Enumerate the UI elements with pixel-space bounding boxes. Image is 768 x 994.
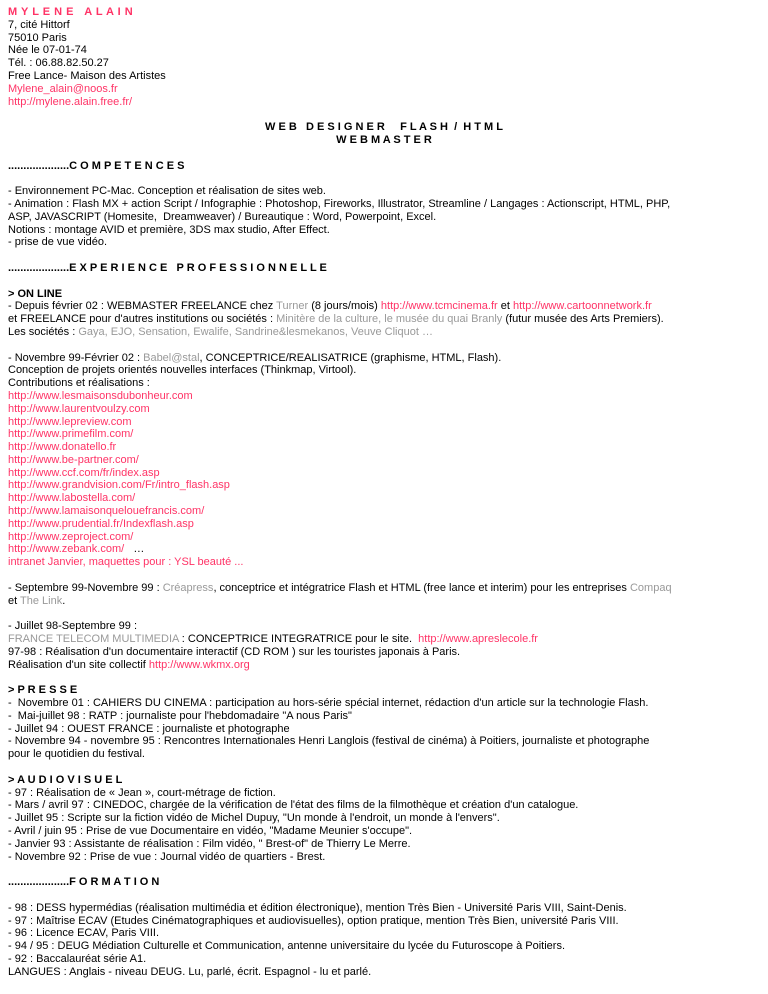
- portfolio-link: [8, 505, 760, 518]
- text-segment: - 96 : Licence ECAV, Paris VIII.: [8, 927, 160, 940]
- email-link: [8, 83, 760, 96]
- audiovisuel-line: [8, 787, 760, 800]
- blank-line: [8, 108, 760, 121]
- muted-text: Turner: [276, 300, 309, 313]
- contact-phone: [8, 57, 760, 70]
- job-title-line-1: [8, 121, 760, 134]
- presse-line: [8, 697, 760, 710]
- blank-line: [8, 172, 760, 185]
- text-segment: - Depuis février 02 : WEBMASTER FREELANCE chez: [8, 300, 277, 313]
- experience-line: [8, 364, 760, 377]
- text-segment: - Juillet 94 : OUEST FRANCE : journaliste et photographe: [8, 722, 290, 735]
- experience-line: [8, 646, 760, 659]
- section-heading-experience: [8, 262, 760, 275]
- text-segment: (futur musée des Arts Premiers).: [502, 313, 664, 326]
- text-segment: : CONCEPTRICE INTEGRATRICE pour le site.: [178, 633, 419, 646]
- formation-line: [8, 915, 760, 928]
- languages-line: [8, 966, 760, 979]
- blank-line: [8, 147, 760, 160]
- section-heading-competences: [8, 160, 760, 173]
- text-segment: > ON LINE: [8, 287, 63, 300]
- text-segment: 75010 Paris: [8, 31, 67, 44]
- text-segment: Née le 07-01-74: [8, 44, 87, 57]
- text-segment: Notions : montage AVID et première, 3DS max studio, After Effect.: [8, 223, 330, 236]
- url-link[interactable]: http://www.laurentvoulzy.com: [8, 402, 150, 415]
- presse-line: [8, 710, 760, 723]
- contact-status: [8, 70, 760, 83]
- text-segment: - Novembre 94 - novembre 95 : Rencontres Internationales Henri Langlois (festival de cinéma) à Poitiers, journaliste et photographe: [8, 735, 650, 748]
- competences-line: [8, 236, 760, 249]
- text-segment: > P R E S S E: [8, 684, 78, 697]
- text-segment: et: [497, 300, 513, 313]
- portfolio-link: [8, 416, 760, 429]
- experience-line: [8, 377, 760, 390]
- blank-line: [8, 607, 760, 620]
- contact-address-line-1: [8, 19, 760, 32]
- url-link[interactable]: http://www.apreslecole.fr: [418, 633, 538, 646]
- blank-line: [8, 671, 760, 684]
- subsection-online: [8, 288, 760, 301]
- text-segment: …: [124, 543, 145, 556]
- blank-line: [8, 761, 760, 774]
- text-segment: - Environnement PC-Mac. Conception et réalisation de sites web.: [8, 185, 326, 198]
- portfolio-link: [8, 454, 760, 467]
- text-segment: W E B D E S I G N E R F L A S H / H T M L: [265, 121, 503, 134]
- text-segment: Free Lance- Maison des Artistes: [8, 69, 166, 82]
- text-segment: - Septembre 99-Novembre 99 :: [8, 581, 163, 594]
- portfolio-link: [8, 428, 760, 441]
- text-segment: Conception de projets orientés nouvelles interfaces (Thinkmap, Virtool).: [8, 364, 357, 377]
- text-segment: pour le quotidien du festival.: [8, 748, 145, 761]
- presse-line: [8, 748, 760, 761]
- blank-line: [8, 569, 760, 582]
- experience-line: [8, 595, 760, 608]
- text-segment: - Mai-juillet 98 : RATP : journaliste pour l'hebdomadaire "A nous Paris": [8, 709, 352, 722]
- text-segment: Les sociétés :: [8, 325, 79, 338]
- portfolio-link: [8, 441, 760, 454]
- url-link[interactable]: http://www.primefilm.com/: [8, 428, 134, 441]
- text-segment: Contributions et réalisations :: [8, 377, 150, 390]
- text-segment: - Juillet 95 : Scripte sur la fiction vidéo de Michel Dupuy, "Un monde à l'endroit, un monde à l'envers".: [8, 812, 500, 825]
- pink-text: intranet Janvier, maquettes pour : YSL beauté ...: [8, 556, 244, 569]
- portfolio-link: [8, 403, 760, 416]
- blank-line: [8, 889, 760, 902]
- portfolio-link: [8, 492, 760, 505]
- formation-line: [8, 953, 760, 966]
- url-link[interactable]: http://www.donatello.fr: [8, 441, 117, 454]
- text-segment: - 97 : Réalisation de « Jean », court-métrage de fiction.: [8, 786, 276, 799]
- text-segment: W E B M A S T E R: [336, 133, 432, 146]
- muted-text: Babel@stal: [143, 351, 200, 364]
- text-segment: (8 jours/mois): [308, 300, 381, 313]
- text-segment: et: [8, 594, 21, 607]
- contact-birthdate: [8, 44, 760, 57]
- url-link[interactable]: http://www.cartoonnetwork.fr: [512, 300, 652, 313]
- competences-line: [8, 198, 760, 211]
- text-segment: - Animation : Flash MX + action Script / Infographie : Photoshop, Fireworks, Illustrator, Streamline / Langages : Actionscript, HTML, PHP,: [8, 197, 671, 210]
- audiovisuel-line: [8, 812, 760, 825]
- subsection-audiovisuel: [8, 774, 760, 787]
- experience-line: [8, 352, 760, 365]
- portfolio-link: [8, 518, 760, 531]
- portfolio-link: [8, 390, 760, 403]
- blank-line: [8, 249, 760, 262]
- subsection-presse: [8, 684, 760, 697]
- audiovisuel-line: [8, 838, 760, 851]
- text-segment: > A U D I O V I S U E L: [8, 773, 123, 786]
- url-link[interactable]: http://www.zeproject.com/: [8, 530, 134, 543]
- text-segment: ....................F O R M A T I O N: [8, 876, 160, 889]
- text-segment: - Novembre 99-Février 02 :: [8, 351, 144, 364]
- portfolio-link: [8, 467, 760, 480]
- text-segment: ....................C O M P E T E N C E S: [8, 159, 185, 172]
- experience-line: [8, 620, 760, 633]
- text-segment: - Juillet 98-Septembre 99 :: [8, 620, 138, 633]
- document-body: [8, 6, 760, 979]
- presse-line: [8, 735, 760, 748]
- text-segment: - 97 : Maîtrise ECAV (Etudes Cinématographiques et audiovisuelles), option pratique, mention Très Bien, université Paris VIII.: [8, 914, 619, 927]
- audiovisuel-line: [8, 825, 760, 838]
- text-segment: ....................E X P E R I E N C E P R O F E S S I O N N E L L E: [8, 261, 327, 274]
- url-link[interactable]: http://www.labostella.com/: [8, 492, 136, 505]
- url-link[interactable]: http://www.ccf.com/fr/index.asp: [8, 466, 160, 479]
- text-segment: - Novembre 01 : CAHIERS DU CINEMA : participation au hors-série spécial internet, rédaction d'un article sur la technologie Flash.: [8, 697, 649, 710]
- muted-text: FRANCE TELECOM MULTIMEDIA: [8, 633, 179, 646]
- audiovisuel-line: [8, 851, 760, 864]
- formation-line: [8, 902, 760, 915]
- url-link[interactable]: http://www.grandvision.com/Fr/intro_flash.asp: [8, 479, 230, 492]
- experience-line: [8, 659, 760, 672]
- url-link[interactable]: http://www.lepreview.com: [8, 415, 132, 428]
- section-heading-formation: [8, 876, 760, 889]
- audiovisuel-line: [8, 799, 760, 812]
- blank-line: [8, 863, 760, 876]
- text-segment: .: [62, 594, 66, 607]
- text-segment: 7, cité Hittorf: [8, 18, 70, 31]
- experience-line: [8, 582, 760, 595]
- portfolio-link: [8, 531, 760, 544]
- text-segment: - prise de vue vidéo.: [8, 236, 108, 249]
- text-segment: Tél. : 06.88.82.50.27: [8, 57, 109, 70]
- text-segment: Réalisation d'un site collectif: [8, 658, 149, 671]
- text-segment: ASP, JAVASCRIPT (Homesite, Dreamweaver) / Bureautique : Word, Powerpoint, Excel.: [8, 210, 437, 223]
- job-title-line-2: [8, 134, 760, 147]
- text-segment: - 98 : DESS hypermédias (réalisation multimédia et édition électronique), mention Très Bien - Université Paris VIII, Saint-Denis.: [8, 901, 627, 914]
- experience-line: [8, 326, 760, 339]
- contact-address-line-2: [8, 32, 760, 45]
- url-link[interactable]: http://www.wkmx.org: [148, 658, 250, 671]
- experience-line: [8, 556, 760, 569]
- website-link: [8, 96, 760, 109]
- presse-line: [8, 723, 760, 736]
- text-segment: - Novembre 92 : Prise de vue : Journal vidéo de quartiers - Brest.: [8, 850, 326, 863]
- name-header: [8, 6, 760, 19]
- experience-line: [8, 300, 760, 313]
- url-link[interactable]: http://mylene.alain.free.fr/: [8, 95, 133, 108]
- competences-line: [8, 211, 760, 224]
- muted-text: Minitère de la culture, le musée du quai Branly: [276, 313, 503, 326]
- url-link[interactable]: http://www.prudential.fr/Indexflash.asp: [8, 517, 194, 530]
- url-link[interactable]: Mylene_alain@noos.fr: [8, 82, 118, 95]
- muted-text: Compaq: [629, 581, 672, 594]
- url-link[interactable]: http://www.be-partner.com/: [8, 453, 139, 466]
- competences-line: [8, 224, 760, 237]
- text-segment: , CONCEPTRICE/REALISATRICE (graphisme, HTML, Flash).: [199, 351, 502, 364]
- blank-line: [8, 339, 760, 352]
- url-link[interactable]: http://www.zebank.com/: [8, 543, 125, 556]
- formation-line: [8, 927, 760, 940]
- experience-line: [8, 633, 760, 646]
- formation-line: [8, 940, 760, 953]
- experience-line: [8, 313, 760, 326]
- competences-line: [8, 185, 760, 198]
- muted-text: Gaya, EJO, Sensation, Ewalife, Sandrine&lesmekanos, Veuve Cliquot …: [78, 325, 433, 338]
- text-segment: , conceptrice et intégratrice Flash et HTML (free lance et interim) pour les entreprises: [213, 581, 630, 594]
- text-segment: - 92 : Baccalauréat série A1.: [8, 952, 147, 965]
- url-link[interactable]: http://www.lesmaisonsdubonheur.com: [8, 389, 193, 402]
- blank-line: [8, 275, 760, 288]
- text-segment: et FREELANCE pour d'autres institutions ou sociétés :: [8, 313, 277, 326]
- text-segment: - 94 / 95 : DEUG Médiation Culturelle et Communication, antenne universitaire du lycée du Futuroscope à Poitiers.: [8, 940, 566, 953]
- text-segment: 97-98 : Réalisation d'un documentaire interactif (CD ROM ) sur les touristes japonais à Paris.: [8, 645, 461, 658]
- muted-text: The Link: [20, 594, 63, 607]
- text-segment: - Avril / juin 95 : Prise de vue Documentaire en vidéo, "Madame Meunier s'occupe".: [8, 825, 413, 837]
- text-segment: LANGUES : Anglais - niveau DEUG. Lu, parlé, écrit. Espagnol - lu et parlé.: [8, 965, 372, 978]
- text-segment: - Mars / avril 97 : CINEDOC, chargée de la vérification de l'état des films de la filmothèque et création d'un catalogue.: [8, 799, 579, 812]
- text-segment: - Janvier 93 : Assistante de réalisation : Film vidéo, " Brest-of" de Thierry Le Merre.: [8, 837, 411, 850]
- url-link[interactable]: http://www.lamaisonquelouefrancis.com/: [8, 505, 205, 518]
- portfolio-link: [8, 479, 760, 492]
- name-text: M Y L E N E A L A I N: [8, 6, 134, 18]
- url-link[interactable]: http://www.tcmcinema.fr: [380, 300, 498, 313]
- muted-text: Créapress: [162, 581, 214, 594]
- portfolio-link: [8, 543, 760, 556]
